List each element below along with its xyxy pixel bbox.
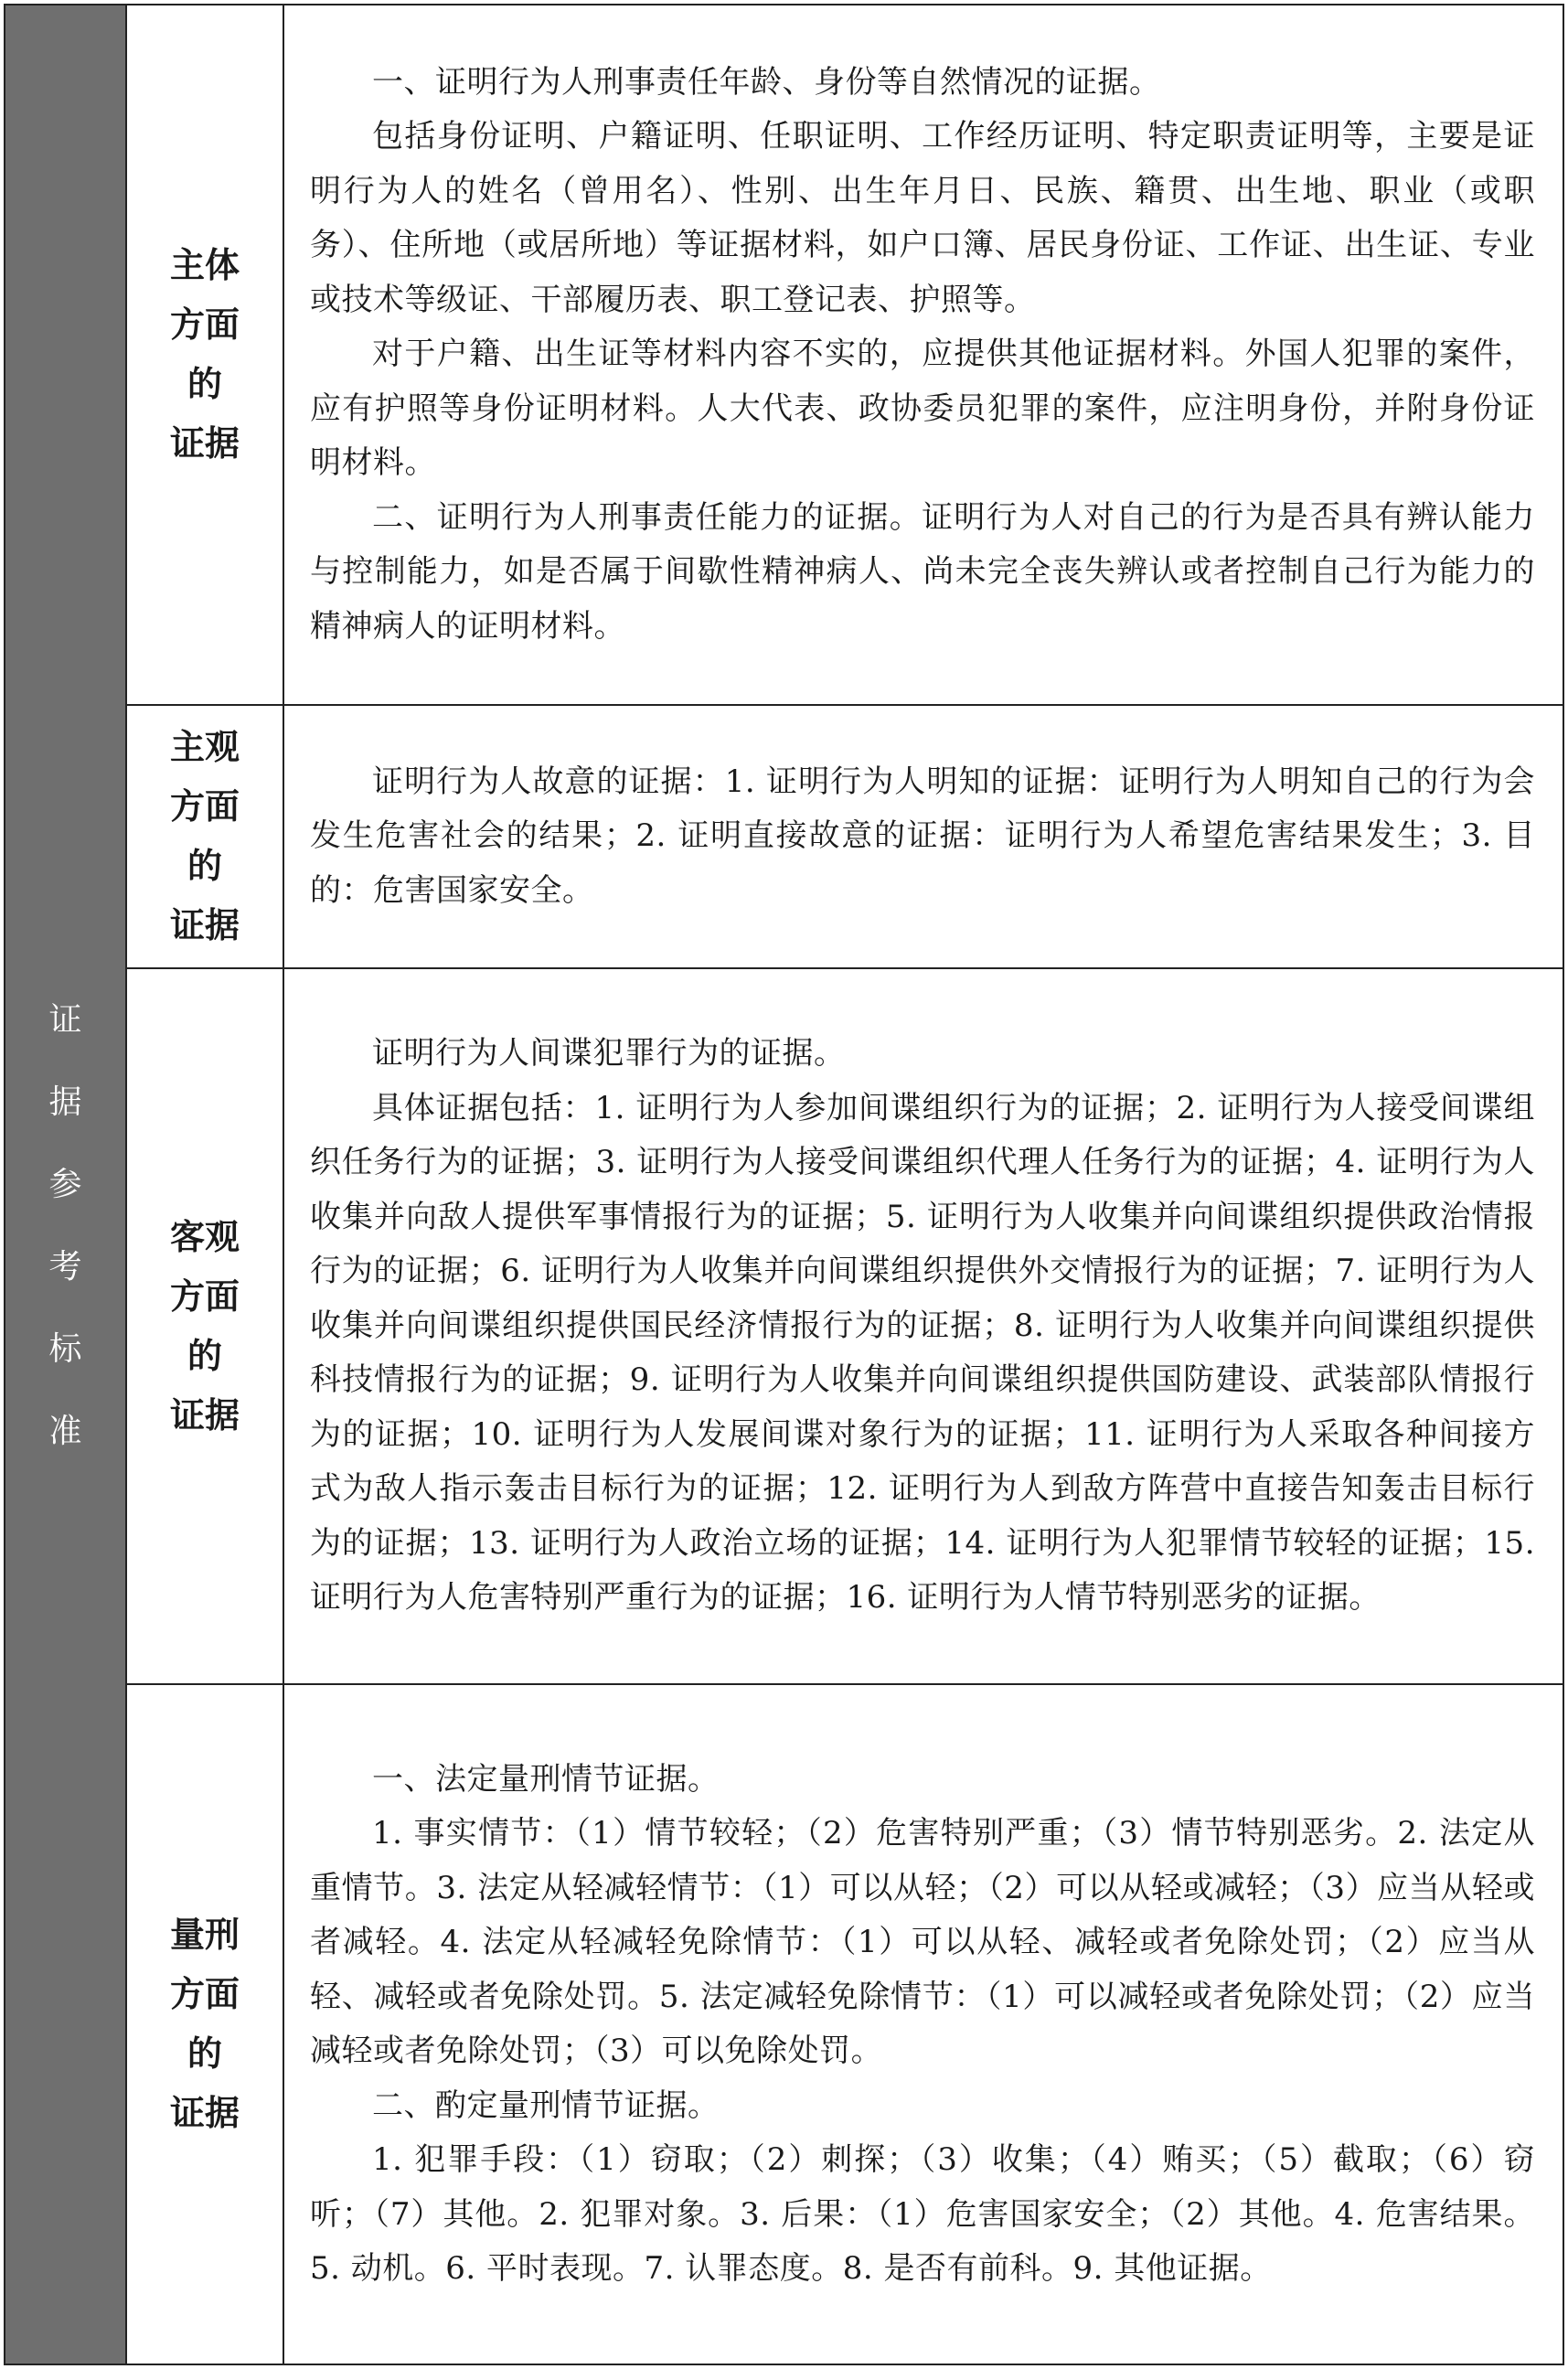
section-label-line: 主体: [169, 245, 240, 285]
paragraph: 二、酌定量刑情节证据。: [372, 2086, 720, 2124]
section-label-line: 的: [187, 2033, 222, 2074]
side-heading-char: 标: [48, 1329, 82, 1368]
section-label-subject: [127, 5, 284, 706]
section-label-line: 证据: [169, 2093, 240, 2133]
section-label-line: 方面: [169, 1275, 240, 1317]
paragraph: 证明行为人故意的证据：1. 证明行为人明知的证据：证明行为人明知自己的行为会发生危害社会的结果；2. 证明直接故意的证据：证明行为人希望危害结果发生；3. 目的：危害国家安全。: [310, 763, 1535, 909]
section-label-line: 方面: [169, 304, 240, 345]
paragraph: 具体证据包括：1. 证明行为人参加间谍组织行为的证据；2. 证明行为人接受间谍组织任务行为的证据；3. 证明行为人接受间谍组织代理人任务行为的证据；4. 证明行为人收集并向敌人提供军事情报行为的证据；5. 证明行为人收集并向间谍组织提供政治情报行为的证据；6. 证明行为人收集并向间谍组织提供外交情报行为的证据；7. 证明行为人收集并向间谍组织提供国民经济情报行为的证据；8. 证明行为人收集并向间谍组织提供科技情报行为的证据；9. 证明行为人收集并向间谍组织提供国防建设、武装部队情报行为的证据；10. 证明行为人发展间谍对象行为的证据；11. 证明行为人采取各种间接方式为敌人指示轰击目标行为的证据；12. 证明行为人到敌方阵营中直接告知轰击目标行为的证据；13. 证明行为人政治立场的证据；14. 证明行为人犯罪情节较轻的证据；15. 证明行为人危害特别严重行为的证据；16. 证明行为人情节特别恶劣的证据。: [310, 1089, 1535, 1617]
section-label-line: 方面: [169, 786, 240, 827]
section-label-line: 方面: [169, 1974, 240, 2014]
section-body-sentencing: [284, 1685, 1563, 2364]
section-body-objective: [284, 969, 1563, 1685]
section-label-line: 主观: [169, 727, 240, 767]
section-label-line: 证据: [169, 423, 240, 464]
paragraph: 一、证明行为人刑事责任年龄、身份等自然情况的证据。: [372, 63, 1161, 101]
paragraph: 一、法定量刑情节证据。: [372, 1760, 720, 1798]
side-heading-char: 据: [48, 1083, 82, 1121]
side-heading-char: 考: [48, 1247, 82, 1286]
section-label-line: 证据: [169, 1394, 240, 1435]
section-body-subject: [284, 5, 1563, 706]
section-label-line: 量刑: [169, 1915, 240, 1955]
side-heading-char: 参: [48, 1165, 82, 1203]
side-heading-band: [5, 5, 127, 2364]
section-label-objective: [127, 969, 284, 1685]
section-label-line: 的: [187, 364, 222, 404]
side-heading-char: 证: [48, 1000, 82, 1039]
paragraph: 包括身份证明、户籍证明、任职证明、工作经历证明、特定职责证明等，主要是证明行为人的姓名（曾用名）、性别、出生年月日、民族、籍贯、出生地、职业（或职务）、住所地（或居所地）等证据材料，如户口簿、居民身份证、工作证、出生证、专业或技术等级证、干部履历表、职工登记表、护照等。: [310, 118, 1535, 318]
section-label-line: 的: [187, 1335, 222, 1376]
section-label-sentencing: [127, 1685, 284, 2364]
section-label-line: 的: [187, 846, 222, 886]
paragraph: 对于户籍、出生证等材料内容不实的，应提供其他证据材料。外国人犯罪的案件，应有护照等身份证明材料。人大代表、政协委员犯罪的案件，应注明身份，并附身份证明材料。: [310, 336, 1535, 482]
paragraph: 1. 犯罪手段：（1）窃取；（2）刺探；（3）收集；（4）贿买；（5）截取；（6）窃听；（7）其他。2. 犯罪对象。3. 后果：（1）危害国家安全；（2）其他。4. 危害结果。5. 动机。6. 平时表现。7. 认罪态度。8. 是否有前科。9. 其他证据。: [310, 2141, 1535, 2287]
paragraph: 1. 事实情节：（1）情节较轻；（2）危害特别严重；（3）情节特别恶劣。2. 法定从重情节。3. 法定从轻减轻情节：（1）可以从轻；（2）可以从轻或减轻；（3）应当从轻或者减轻。4. 法定从轻减轻免除情节：（1）可以从轻、减轻或者免除处罚；（2）应当从轻、减轻或者免除处罚。5. 法定减轻免除情节：（1）可以减轻或者免除处罚；（2）应当减轻或者免除处罚；（3）可以免除处罚。: [310, 1815, 1535, 2069]
section-label-subjective: [127, 706, 284, 969]
evidence-reference-table: [4, 4, 1564, 2365]
section-label-line: 证据: [169, 905, 240, 945]
section-body-subjective: [284, 706, 1563, 969]
paragraph: 二、证明行为人刑事责任能力的证据。证明行为人对自己的行为是否具有辨认能力与控制能力，如是否属于间歇性精神病人、尚未完全丧失辨认或者控制自己行为能力的精神病人的证明材料。: [310, 498, 1535, 645]
side-heading-char: 准: [48, 1412, 82, 1450]
paragraph: 证明行为人间谍犯罪行为的证据。: [372, 1035, 846, 1072]
section-label-line: 客观: [169, 1216, 240, 1257]
